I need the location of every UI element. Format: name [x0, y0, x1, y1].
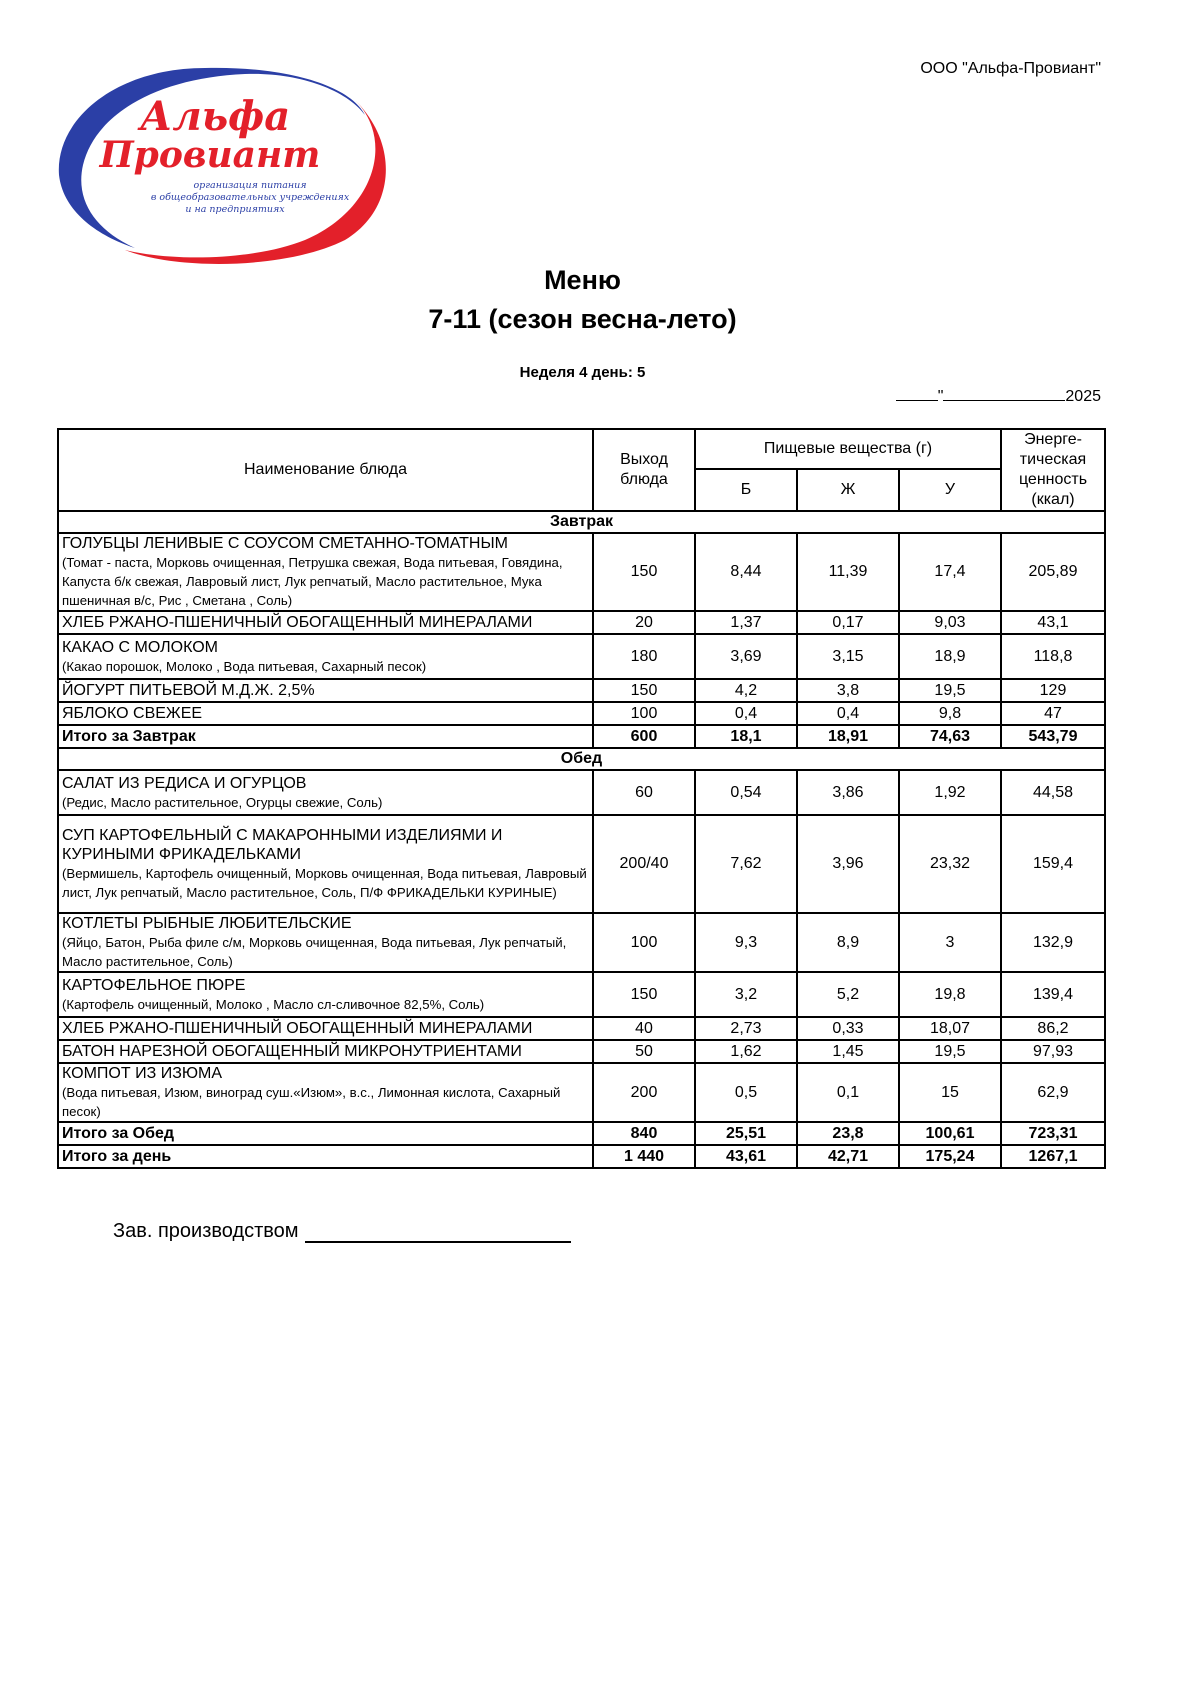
dish-kcal: 129: [1001, 679, 1105, 702]
dish-protein: 3,69: [695, 634, 797, 679]
dish-fat: 0,4: [797, 702, 899, 725]
dish-kcal: 62,9: [1001, 1063, 1105, 1122]
breakfast-total-fat: 18,91: [797, 725, 899, 748]
dish-kcal: 86,2: [1001, 1017, 1105, 1040]
dish-carbs: 9,8: [899, 702, 1001, 725]
dish-protein: 3,2: [695, 972, 797, 1017]
dish-name: ХЛЕБ РЖАНО-ПШЕНИЧНЫЙ ОБОГАЩЕННЫЙ МИНЕРАЛАМИ: [62, 614, 533, 631]
dish-name: ГОЛУБЦЫ ЛЕНИВЫЕ С СОУСОМ СМЕТАННО-ТОМАТНЫМ: [62, 535, 508, 552]
header-fat: Ж: [797, 469, 899, 511]
dish-cell: [58, 913, 593, 972]
dish-kcal: 159,4: [1001, 815, 1105, 913]
dish-composition: (Яйцо, Батон, Рыба филе с/м, Морковь очищенная, Вода питьевая, Лук репчатый, Масло растительное, Соль): [62, 935, 567, 969]
breakfast-section-label: Завтрак: [58, 511, 1105, 533]
dish-fat: 3,96: [797, 815, 899, 913]
day-total-protein: 43,61: [695, 1145, 797, 1168]
dish-cell: [58, 634, 593, 679]
dish-yield: 40: [593, 1017, 695, 1040]
day-total: [58, 1145, 1105, 1168]
dish-fat: 3,86: [797, 770, 899, 815]
dish-carbs: 1,92: [899, 770, 1001, 815]
dish-name: ХЛЕБ РЖАНО-ПШЕНИЧНЫЙ ОБОГАЩЕННЫЙ МИНЕРАЛАМИ: [62, 1020, 533, 1037]
date-year: 2025: [1065, 388, 1101, 405]
signature-label: Зав. производством: [113, 1220, 299, 1242]
breakfast-total: [58, 725, 1105, 748]
dish-composition: (Вермишель, Картофель очищенный, Морковь очищенная, Вода питьевая, Лавровый лист, Лук репчатый, Масло растительное, Соль, П/Ф ФРИКАДЕЛЬКИ КУРИНЫЕ): [62, 866, 587, 900]
dish-carbs: 15: [899, 1063, 1001, 1122]
dish-carbs: 19,8: [899, 972, 1001, 1017]
dish-carbs: 23,32: [899, 815, 1001, 913]
menu-table: [57, 428, 1106, 1169]
dish-cell: [58, 815, 593, 913]
dish-protein: 8,44: [695, 533, 797, 611]
dish-kcal: 44,58: [1001, 770, 1105, 815]
dish-fat: 3,15: [797, 634, 899, 679]
dish-kcal: 205,89: [1001, 533, 1105, 611]
dish-carbs: 9,03: [899, 611, 1001, 634]
dish-protein: 2,73: [695, 1017, 797, 1040]
page-title: Меню: [544, 265, 621, 295]
header-protein: Б: [695, 469, 797, 511]
dish-name: БАТОН НАРЕЗНОЙ ОБОГАЩЕННЫЙ МИКРОНУТРИЕНТАМИ: [62, 1043, 522, 1060]
lunch-total-yield: 840: [593, 1122, 695, 1145]
dish-name: КАРТОФЕЛЬНОЕ ПЮРЕ: [62, 976, 246, 994]
dish-row: [58, 1040, 1105, 1063]
day-total-kcal: 1267,1: [1001, 1145, 1105, 1168]
signature-block: [113, 1220, 571, 1243]
logo-text-line1: Альфа: [139, 93, 291, 140]
dish-name: КОТЛЕТЫ РЫБНЫЕ ЛЮБИТЕЛЬСКИЕ: [62, 915, 352, 932]
dish-name: ЙОГУРТ ПИТЬЕВОЙ М.Д.Ж. 2,5%: [62, 682, 315, 699]
week-day-label: Неделя 4 день: 5: [519, 364, 646, 381]
date-line: [896, 386, 1101, 406]
signature-line: [305, 1221, 571, 1243]
month-blank: [943, 386, 1065, 401]
dish-row: [58, 913, 1105, 972]
dish-protein: 7,62: [695, 815, 797, 913]
header-nutrients: Пищевые вещества (г): [695, 429, 1001, 469]
logo-tagline-3: и на предприятиях: [185, 204, 285, 215]
dish-yield: 50: [593, 1040, 695, 1063]
breakfast-total-label: Итого за Завтрак: [58, 725, 593, 748]
dish-cell: [58, 972, 593, 1017]
dish-kcal: 43,1: [1001, 611, 1105, 634]
breakfast-section-row: [58, 511, 1105, 533]
dish-carbs: 17,4: [899, 533, 1001, 611]
dish-name: КОМПОТ ИЗ ИЗЮМА: [62, 1065, 223, 1082]
company-name: ООО "Альфа-Провиант": [920, 60, 1101, 77]
dish-carbs: 3: [899, 913, 1001, 972]
dish-row: [58, 770, 1105, 815]
dish-carbs: 19,5: [899, 1040, 1001, 1063]
dish-composition: (Картофель очищенный, Молоко , Масло сл-сливочное 82,5%, Соль): [62, 996, 485, 1012]
logo-tagline-2: в общеобразовательных учреждениях: [150, 192, 350, 203]
dish-yield: 200: [593, 1063, 695, 1122]
dish-yield: 100: [593, 913, 695, 972]
day-total-yield: 1 440: [593, 1145, 695, 1168]
dish-row: [58, 1017, 1105, 1040]
dish-protein: 0,4: [695, 702, 797, 725]
header-yield: Выход блюда: [593, 429, 695, 511]
dish-fat: 0,1: [797, 1063, 899, 1122]
dish-cell: [58, 702, 593, 725]
dish-yield: 20: [593, 611, 695, 634]
header-dish-name: Наименование блюда: [58, 429, 593, 511]
day-blank: [896, 386, 938, 401]
dish-row: [58, 702, 1105, 725]
header-carbs: У: [899, 469, 1001, 511]
dish-fat: 8,9: [797, 913, 899, 972]
dish-composition: (Какао порошок, Молоко , Вода питьевая, Сахарный песок): [62, 658, 427, 674]
lunch-section-label: Обед: [58, 748, 1105, 770]
dish-row: [58, 634, 1105, 679]
dish-row: [58, 1063, 1105, 1122]
dish-cell: [58, 770, 593, 815]
dish-fat: 1,45: [797, 1040, 899, 1063]
lunch-total-kcal: 723,31: [1001, 1122, 1105, 1145]
dish-fat: 5,2: [797, 972, 899, 1017]
dish-cell: [58, 1063, 593, 1122]
breakfast-total-protein: 18,1: [695, 725, 797, 748]
dish-protein: 0,54: [695, 770, 797, 815]
dish-composition: (Томат - паста, Морковь очищенная, Петрушка свежая, Вода питьевая, Говядина, Капуста б/к свежая, Лавровый лист, Лук репчатый, Масло растительное, Мука пшеничная в/с, Рис , Сметана , Соль): [62, 555, 563, 608]
dish-row: [58, 815, 1105, 913]
day-total-fat: 42,71: [797, 1145, 899, 1168]
breakfast-total-carbs: 74,63: [899, 725, 1001, 748]
dish-yield: 150: [593, 679, 695, 702]
company-logo: [55, 60, 390, 270]
dish-name: ЯБЛОКО СВЕЖЕЕ: [62, 705, 203, 722]
dish-composition: (Вода питьевая, Изюм, виноград суш.«Изюм», в.с., Лимонная кислота, Сахарный песок): [62, 1085, 561, 1119]
dish-fat: 11,39: [797, 533, 899, 611]
dish-cell: [58, 533, 593, 611]
lunch-total-fat: 23,8: [797, 1122, 899, 1145]
dish-protein: 9,3: [695, 913, 797, 972]
lunch-total: [58, 1122, 1105, 1145]
dish-kcal: 139,4: [1001, 972, 1105, 1017]
dish-row: [58, 679, 1105, 702]
dish-composition: (Редис, Масло растительное, Огурцы свежие, Соль): [62, 794, 383, 810]
dish-name: САЛАТ ИЗ РЕДИСА И ОГУРЦОВ: [62, 774, 307, 792]
dish-cell: [58, 1017, 593, 1040]
dish-protein: 1,37: [695, 611, 797, 634]
dish-yield: 100: [593, 702, 695, 725]
breakfast-total-kcal: 543,79: [1001, 725, 1105, 748]
dish-cell: [58, 611, 593, 634]
dish-row: [58, 533, 1105, 611]
dish-yield: 60: [593, 770, 695, 815]
dish-cell: [58, 679, 593, 702]
dish-yield: 180: [593, 634, 695, 679]
breakfast-total-yield: 600: [593, 725, 695, 748]
dish-carbs: 18,07: [899, 1017, 1001, 1040]
dish-protein: 1,62: [695, 1040, 797, 1063]
dish-yield: 150: [593, 972, 695, 1017]
dish-carbs: 18,9: [899, 634, 1001, 679]
day-total-label: Итого за день: [58, 1145, 593, 1168]
lunch-section-row: [58, 748, 1105, 770]
dish-protein: 0,5: [695, 1063, 797, 1122]
day-total-carbs: 175,24: [899, 1145, 1001, 1168]
date-quote: ": [937, 388, 944, 405]
dish-fat: 0,17: [797, 611, 899, 634]
dish-yield: 150: [593, 533, 695, 611]
lunch-total-protein: 25,51: [695, 1122, 797, 1145]
dish-protein: 4,2: [695, 679, 797, 702]
dish-fat: 0,33: [797, 1017, 899, 1040]
dish-yield: 200/40: [593, 815, 695, 913]
logo-text-line2: Провиант: [99, 134, 321, 176]
lunch-total-label: Итого за Обед: [58, 1122, 593, 1145]
dish-fat: 3,8: [797, 679, 899, 702]
dish-row: [58, 972, 1105, 1017]
dish-kcal: 132,9: [1001, 913, 1105, 972]
dish-kcal: 47: [1001, 702, 1105, 725]
dish-row: [58, 611, 1105, 634]
dish-carbs: 19,5: [899, 679, 1001, 702]
dish-name: СУП КАРТОФЕЛЬНЫЙ С МАКАРОННЫМИ ИЗДЕЛИЯМИ И КУРИНЫМИ ФРИКАДЕЛЬКАМИ: [62, 827, 503, 863]
logo-tagline-1: организация питания: [193, 180, 307, 191]
dish-kcal: 97,93: [1001, 1040, 1105, 1063]
page-subtitle: 7-11 (сезон весна-лето): [428, 304, 737, 334]
dish-kcal: 118,8: [1001, 634, 1105, 679]
header-energy: Энерге-тическая ценность (ккал): [1001, 429, 1105, 511]
dish-cell: [58, 1040, 593, 1063]
dish-name: КАКАО С МОЛОКОМ: [62, 638, 218, 656]
lunch-total-carbs: 100,61: [899, 1122, 1001, 1145]
